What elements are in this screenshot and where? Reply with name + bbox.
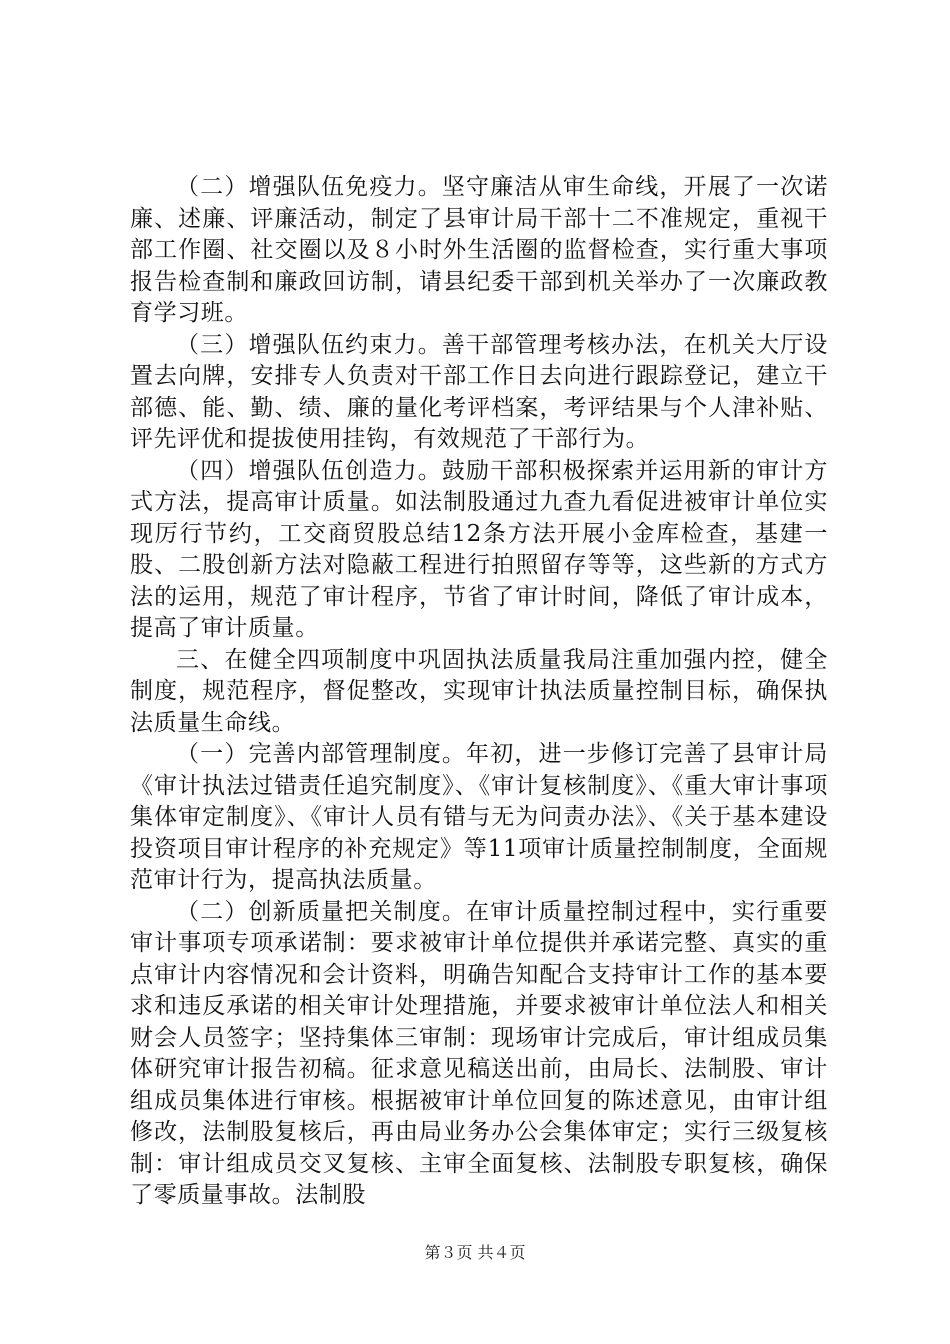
paragraph-team-immunity: （二）增强队伍免疫力。坚守廉洁从审生命线，开展了一次诺廉、述廉、评廉活动，制定了县审计局干部十二不准规定，重视干部工作圈、社交圈以及８小时外生活圈的监督检查，实行重大事项报告检查制和廉政回访制，请县纪委干部到机关举办了一次廉政教育学习班。 <box>130 174 828 326</box>
page-footer: 第３页 共４页 <box>424 1243 526 1262</box>
paragraph-four-systems: 三、在健全四项制度中巩固执法质量我局注重加强内控，健全制度，规范程序，督促整改，实现审计执法质量控制目标，确保执法质量生命线。 <box>130 646 828 736</box>
paragraph-internal-management: （一）完善内部管理制度。年初，进一步修订完善了县审计局《审计执法过错责任追究制度》、《审计复核制度》、《重大审计事项集体审定制度》、《审计人员有错与无为问责办法》、《关于基本建设投资项目审计程序的补充规定》等11项审计质量控制制度，全面规范审计行为，提高执法质量。 <box>130 741 828 893</box>
paragraph-quality-control: （二）创新质量把关制度。在审计质量控制过程中，实行重要审计事项专项承诺制：要求被审计单位提供并承诺完整、真实的重点审计内容情况和会计资料，明确告知配合支持审计工作的基本要求和违反承诺的相关审计处理措施，并要求被审计单位法人和相关财会人员签字；坚持集体三审制：现场审计完成后，审计组成员集体研究审计报告初稿。征求意见稿送出前，由局长、法制股、审计组成员集体进行审核。根据被审计单位回复的陈述意见，由审计组修改，法制股复核后，再由局业务办公会集体审定；实行三级复核制：审计组成员交叉复核、主审全面复核、法制股专职复核，确保了零质量事故。法制股 <box>130 898 828 1208</box>
paragraph-team-creativity: （四）增强队伍创造力。鼓励干部积极探索并运用新的审计方式方法，提高审计质量。如法制股通过九查九看促进被审计单位实现厉行节约，工交商贸股总结12条方法开展小金库检查，基建一股、二股创新方法对隐蔽工程进行拍照留存等等，这些新的方式方法的运用，规范了审计程序，节省了审计时间，降低了审计成本，提高了审计质量。 <box>130 457 828 641</box>
document-body <box>130 172 828 1212</box>
paragraph-team-discipline: （三）增强队伍约束力。善干部管理考核办法，在机关大厅设置去向牌，安排专人负责对干部工作日去向进行跟踪登记，建立干部德、能、勤、绩、廉的量化考评档案，考评结果与个人津补贴、评先评优和提拔使用挂钩，有效规范了干部行为。 <box>130 331 828 452</box>
